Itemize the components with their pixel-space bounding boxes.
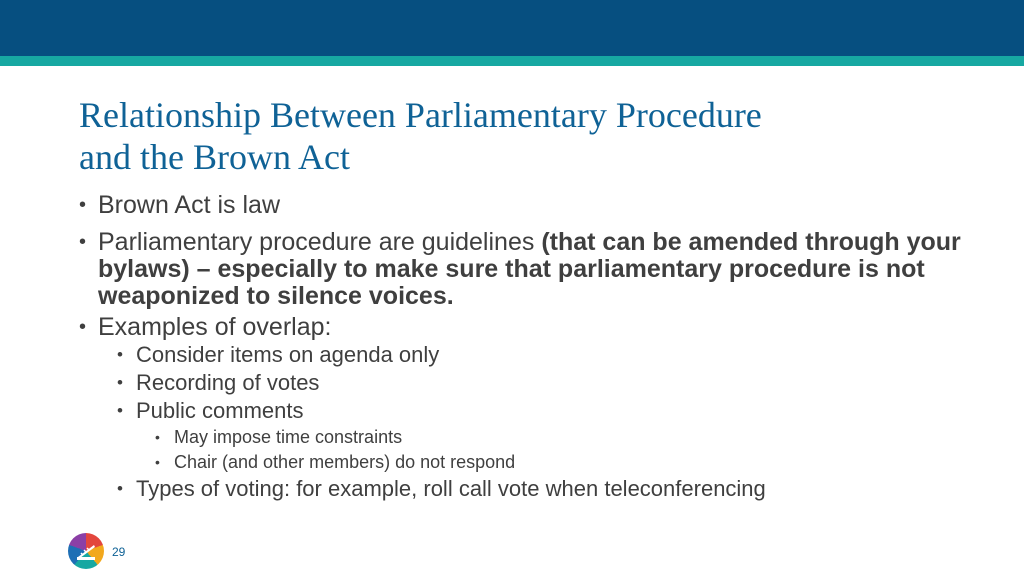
bullet-parliamentary-text: Parliamentary procedure are guidelines (98, 228, 542, 256)
header-bar (0, 0, 1024, 56)
sub-sub-bullet-time: • May impose time constraints (79, 425, 979, 450)
sub-bullet-votes: • Recording of votes (79, 369, 979, 397)
sub-bullet-public-comments: • Public comments (79, 397, 979, 425)
sub-sub-bullet-chair: • Chair (and other members) do not respond (79, 450, 979, 475)
bullet-brown-act: • Brown Act is law (79, 192, 979, 219)
page-number: 29 (112, 545, 126, 559)
bullet-parliamentary-bold-text: (that can be amended through your bylaws) – especially to make sure that parliamentary procedure is not weaponized to silence voices. (98, 228, 961, 310)
slide-title (79, 94, 979, 178)
slide-title-line-1: Relationship Between Parliamentary Procedure (79, 95, 762, 135)
bullet-list (79, 192, 979, 503)
bullet-examples: • Examples of overlap: (79, 314, 979, 341)
organization-logo-icon (68, 533, 104, 569)
bullet-parliamentary-procedure (79, 229, 979, 310)
header-accent-stripe (0, 56, 1024, 66)
sub-bullet-voting: • Types of voting: for example, roll call vote when teleconferencing (79, 475, 979, 503)
sub-bullet-agenda: • Consider items on agenda only (79, 341, 979, 369)
slide-title-line-2: and the Brown Act (79, 137, 350, 177)
